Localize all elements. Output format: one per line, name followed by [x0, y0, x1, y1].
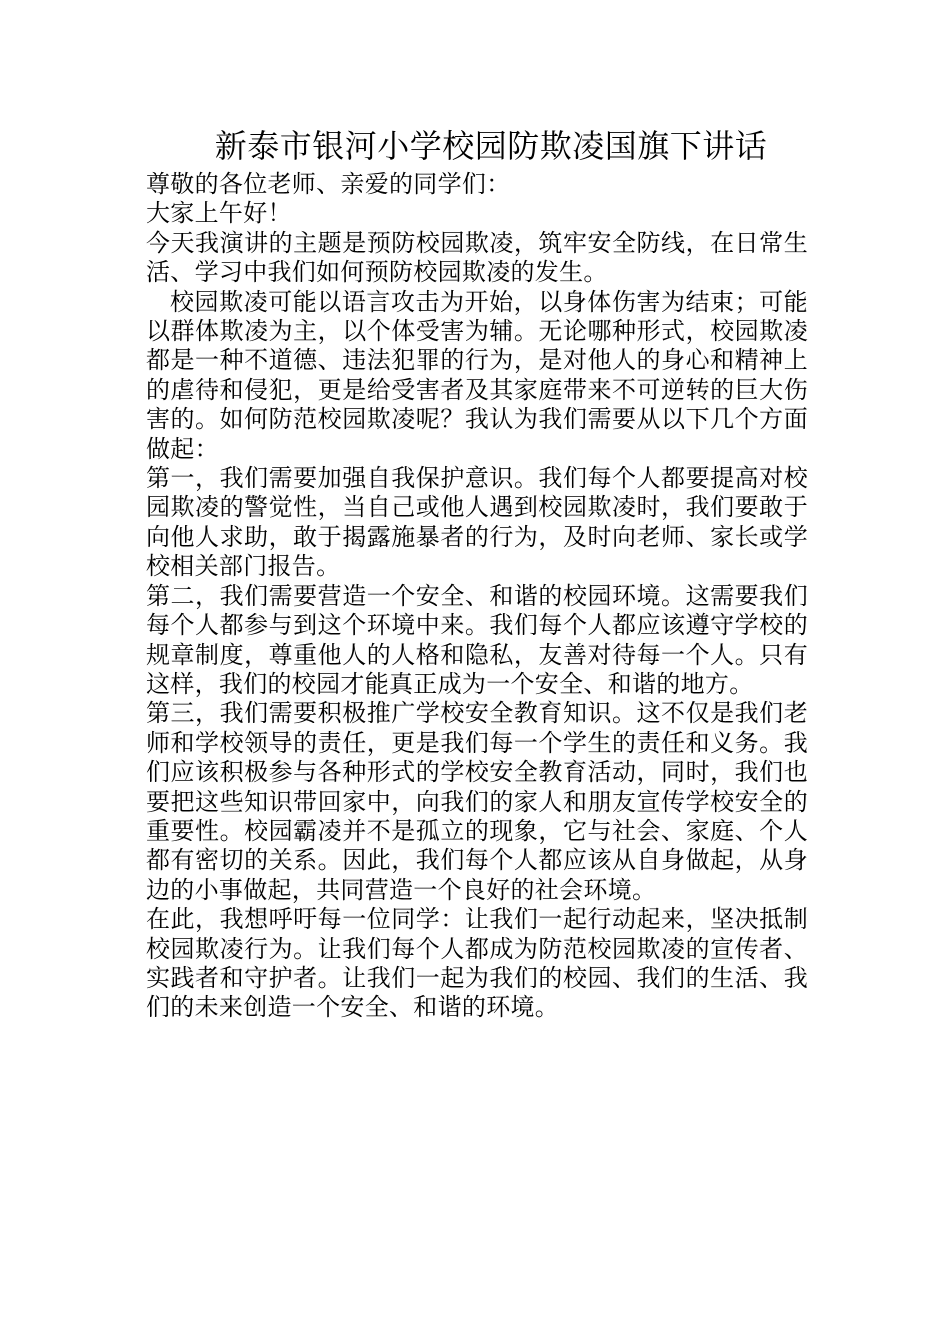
- paragraph-topic: 今天我演讲的主题是预防校园欺凌，筑牢安全防线，在日常生活、学习中我们如何预防校园欺凌的发生。: [146, 228, 808, 287]
- paragraph-first: 第一，我们需要加强自我保护意识。我们每个人都要提高对校园欺凌的警觉性，当自己或他人遇到校园欺凌时，我们要敢于向他人求助，敢于揭露施暴者的行为，及时向老师、家长或学校相关部门报告。: [146, 464, 808, 581]
- document-title: 新泰市银河小学校园防欺凌国旗下讲话: [214, 127, 768, 165]
- paragraph-definition: 校园欺凌可能以语言攻击为开始，以身体伤害为结束；可能以群体欺凌为主，以个体受害为辅。无论哪种形式，校园欺凌都是一种不道德、违法犯罪的行为，是对他人的身心和精神上的虐待和侵犯，更是给受害者及其家庭带来不可逆转的巨大伤害的。如何防范校园欺凌呢？我认为我们需要从以下几个方面做起：: [146, 287, 808, 463]
- paragraph-closing: 在此，我想呼吁每一位同学：让我们一起行动起来，坚决抵制校园欺凌行为。让我们每个人都成为防范校园欺凌的宣传者、实践者和守护者。让我们一起为我们的校园、我们的生活、我们的未来创造一个安全、和谐的环境。: [146, 905, 808, 1022]
- paragraph-second: 第二，我们需要营造一个安全、和谐的校园环境。这需要我们每个人都参与到这个环境中来。我们每个人都应该遵守学校的规章制度，尊重他人的人格和隐私，友善对待每一个人。只有这样，我们的校园才能真正成为一个安全、和谐的地方。: [146, 581, 808, 698]
- document-page: [146, 122, 808, 1023]
- paragraph-third: 第三，我们需要积极推广学校安全教育知识。这不仅是我们老师和学校领导的责任，更是我们每一个学生的责任和义务。我们应该积极参与各种形式的学校安全教育活动，同时，我们也要把这些知识带回家中，向我们的家人和朋友宣传学校安全的重要性。校园霸凌并不是孤立的现象，它与社会、家庭、个人都有密切的关系。因此，我们每个人都应该从自身做起，从身边的小事做起，共同营造一个良好的社会环境。: [146, 699, 808, 904]
- greeting: 大家上午好！: [146, 199, 292, 228]
- salutation: 尊敬的各位老师、亲爱的同学们：: [146, 170, 511, 198]
